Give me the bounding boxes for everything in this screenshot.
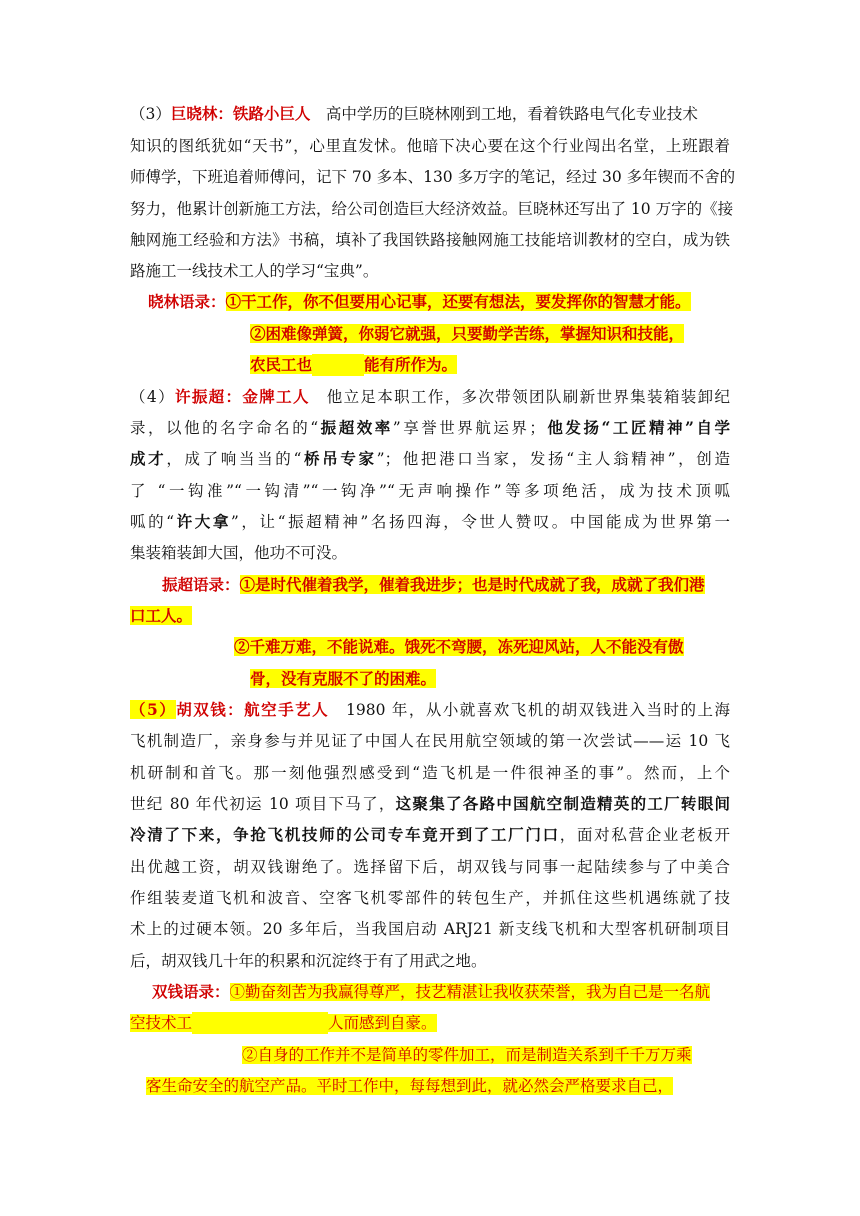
section-3-quote-3a: 农民工也 <box>250 355 313 374</box>
section-4-line-6: 集装箱装卸大国，他功不可没。 <box>130 544 348 562</box>
text-span: 世纪 80 年代初运 10 项目下马了， <box>130 795 396 813</box>
section-4-quote-2b: 骨，没有克服不了的困难。 <box>250 669 437 688</box>
section-3-title: 巨晓林：铁路小巨人 <box>170 104 311 123</box>
bold-span: 这聚集了各路中国航空制造精英的工厂转眼间 <box>395 794 730 813</box>
section-4-quote-2a: ②千难万难，不能说难。饿死不弯腰，冻死迎风站，人不能没有傲 <box>234 637 684 656</box>
section-3-quote-1: ①干工作，你不但要用心记事，还要有想法，要发挥你的智慧才能。 <box>225 292 691 311</box>
bold-span: 振超效率 <box>318 418 393 437</box>
bold-span: 冷清了下来，争抢飞机技师的公司专车竟开到了工厂门口 <box>130 825 560 844</box>
section-5-quote-line-2 <box>130 1012 437 1034</box>
section-5-line-4 <box>130 793 730 815</box>
section-3-number: （3） <box>130 105 171 123</box>
bold-span: 许大拿 <box>174 512 231 531</box>
text-span: ”，让“振超精神”名扬四海，令世人赞叹。中国能成为世界第一 <box>230 513 730 531</box>
section-3-line-5: 触网施工经验和方法》书稿，填补了我国铁路接触网施工技能培训教材的空白，成为铁 <box>130 231 730 249</box>
section-3-line-4: 努力，他累计创新施工方法，给公司创造巨大经济效益。巨晓林还写出了 10 万字的《接 <box>130 200 734 218</box>
bold-span: 他发扬“工匠精神”自学 <box>544 418 730 437</box>
text-span: ”享誉世界航运界； <box>392 419 545 437</box>
section-5-line-5 <box>130 824 730 846</box>
section-4-quote-line-1 <box>162 574 705 596</box>
section-4-quote-1a: ①是时代催着我学，催着我进步；也是时代成就了我，成就了我们港 <box>239 575 705 594</box>
section-4-heading-line <box>130 386 730 408</box>
section-5-title: 胡双钱：航空手艺人 <box>176 700 330 719</box>
section-4-line-1: 他立足本职工作，多次带领团队刷新世界集装箱装卸纪 <box>309 388 730 406</box>
section-5-quote-1c: 人而感到自豪。 <box>328 1014 437 1032</box>
bold-span: 桥吊专家 <box>301 449 377 468</box>
section-3-line-6: 路施工一线技术工人的学习“宝典”。 <box>130 262 379 280</box>
section-5-quote-1a: ①勤奋刻苦为我赢得尊严，技艺精湛让我收获荣誉，我为自己是一名航 <box>229 983 711 1001</box>
section-4-quote-1b: 口工人。 <box>130 606 193 625</box>
section-5-line-3: 机研制和首飞。那一刻他强烈感受到“造飞机是一件很神圣的事”。然而，上个 <box>130 764 730 782</box>
section-5-quote-2a: ②自身的工作并不是简单的零件加工，而是制造关系到千千万万乘 <box>242 1046 692 1064</box>
section-5-quote-2b: 客生命安全的航空产品。平时工作中，每每想到此，就必然会严格要求自己， <box>146 1077 674 1095</box>
section-5-number: （5） <box>130 700 177 719</box>
text-span: ”；他把港口当家，发扬“主人翁精神”，创造 <box>376 450 730 468</box>
section-5-quote-line-3 <box>242 1044 692 1066</box>
section-4-line-5 <box>130 511 730 533</box>
section-4-line-4: 了 “一钩准”“一钩清”“一钩净”“无声响操作”等多项绝活，成为技术顶呱 <box>130 482 730 500</box>
section-4-title: 许振超：金牌工人 <box>174 387 310 406</box>
section-5-heading-line <box>130 699 730 721</box>
text-span: ，面对私营企业老板开 <box>559 826 730 844</box>
section-3-quote-line-3 <box>250 354 457 376</box>
bold-span: 成才 <box>130 449 167 468</box>
section-3-quote-3b: 能有所作为。 <box>364 355 458 374</box>
section-5-quote-line-1 <box>152 981 710 1003</box>
text-span: ，成了响当当的“ <box>166 450 302 468</box>
section-5-line-2: 飞机制造厂，亲身参与并见证了中国人在民用航空领域的第一次尝试——运 10 飞 <box>130 732 730 750</box>
section-5-quote-1b: 空技术工 <box>130 1014 193 1032</box>
section-3-line-2: 知识的图纸犹如“天书”，心里直发怵。他暗下决心要在这个行业闯出名堂，上班跟着 <box>130 137 730 155</box>
section-3-quote-line-1 <box>148 291 691 313</box>
section-4-quote-line-2 <box>130 605 192 627</box>
text-span: 录，以他的名字命名的“ <box>130 419 319 437</box>
section-5-quote-label: 双钱语录： <box>152 982 230 1001</box>
section-5-line-8: 术上的过硬本领。20 多年后，当我国启动 ARJ21 新支线飞机和大型客机研制项目 <box>130 920 730 938</box>
section-3-heading-line <box>130 103 698 125</box>
section-4-quote-label: 振超语录： <box>162 575 240 594</box>
section-4-line-2 <box>130 417 730 439</box>
text-span: 呱的“ <box>130 513 175 531</box>
section-5-line-6: 出优越工资，胡双钱谢绝了。选择留下后，胡双钱与同事一起陆续参与了中美合 <box>130 858 730 876</box>
section-4-quote-line-4 <box>250 668 436 690</box>
section-3-quote-2: ②困难像弹簧，你弱它就强，只要勤学苦练，掌握知识和技能， <box>250 324 685 343</box>
section-5-line-7: 作组装麦道飞机和波音、空客飞机零部件的转包生产，并抓住这些机遇练就了技 <box>130 889 730 907</box>
section-3-line-3: 师傅学，下班追着师傅问，记下 70 多本、130 多万字的笔记，经过 30 多年锲而不舍的 <box>130 168 736 186</box>
section-4-line-3 <box>130 448 730 470</box>
section-5-line-9: 后，胡双钱几十年的积累和沉淀终于有了用武之地。 <box>130 952 487 970</box>
section-3-quote-label: 晓林语录： <box>148 292 226 311</box>
section-4-quote-line-3 <box>234 636 684 658</box>
section-4-number: （4） <box>130 388 175 406</box>
highlight-gap <box>192 1012 328 1034</box>
section-3-quote-line-2 <box>250 323 684 345</box>
section-5-quote-line-4 <box>146 1075 673 1097</box>
highlight-gap <box>312 354 364 376</box>
section-5-line-1: 1980 年，从小就喜欢飞机的胡双钱进入当时的上海 <box>329 701 730 719</box>
section-3-line-1: 高中学历的巨晓林刚到工地，看着铁路电气化专业技术 <box>310 105 698 123</box>
